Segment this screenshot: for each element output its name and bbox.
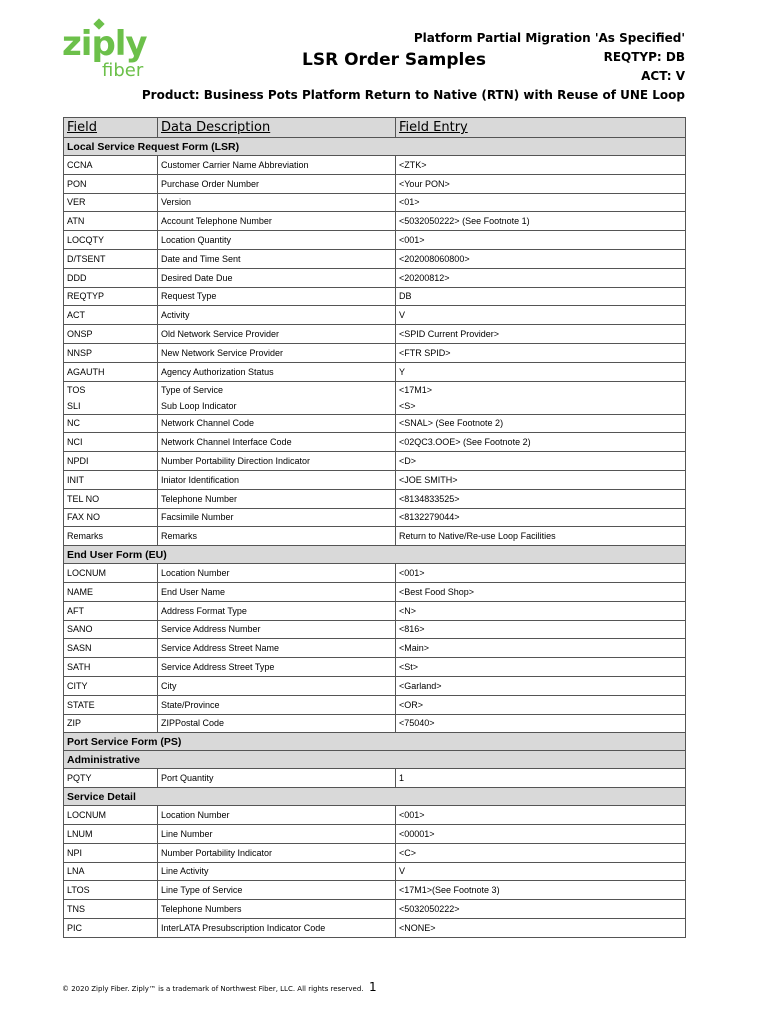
description-cell: Type of Service Sub Loop Indicator <box>158 381 396 414</box>
field-cell: NPDI <box>64 452 158 471</box>
table-row <box>64 193 686 212</box>
description-cell: Line Type of Service <box>158 881 396 900</box>
field-cell: LOCQTY <box>64 231 158 250</box>
description-cell: Version <box>158 193 396 212</box>
section-administrative <box>64 751 686 769</box>
entry-cell: <00001> <box>396 824 686 843</box>
description-cell: InterLATA Presubscription Indicator Code <box>158 918 396 937</box>
table-row <box>64 414 686 433</box>
table-row <box>64 843 686 862</box>
field-cell: STATE <box>64 695 158 714</box>
column-header-description: Data Description <box>158 118 396 138</box>
description-cell: Telephone Number <box>158 489 396 508</box>
table-row <box>64 639 686 658</box>
description-cell: Service Address Number <box>158 620 396 639</box>
page-number: 1 <box>369 980 377 994</box>
entry-cell: <ZTK> <box>396 156 686 175</box>
section-title: Local Service Request Form (LSR) <box>64 138 686 156</box>
table-row <box>64 695 686 714</box>
field-cell: VER <box>64 193 158 212</box>
field-cell: ZIP <box>64 714 158 733</box>
section-eu <box>64 546 686 564</box>
description-cell: Iniator Identification <box>158 470 396 489</box>
table-row <box>64 287 686 306</box>
footer-copyright: © 2020 Ziply Fiber. Ziply™ is a trademark of Northwest Fiber, LLC. All rights reserved. <box>62 985 364 993</box>
field-cell: NAME <box>64 582 158 601</box>
table-row <box>64 900 686 919</box>
field-cell: NCI <box>64 433 158 452</box>
field-cell: ONSP <box>64 325 158 344</box>
table-row <box>64 306 686 325</box>
entry-cell: <Main> <box>396 639 686 658</box>
table-row <box>64 249 686 268</box>
description-cell: Request Type <box>158 287 396 306</box>
description-cell: Port Quantity <box>158 769 396 788</box>
reqtyp-label: REQTYP: DB <box>603 50 685 64</box>
field-cell: LNUM <box>64 824 158 843</box>
table-row <box>64 362 686 381</box>
description-cell: Network Channel Code <box>158 414 396 433</box>
field-cell: PON <box>64 174 158 193</box>
description-cell: Remarks <box>158 527 396 546</box>
table-row <box>64 527 686 546</box>
logo-tagline: fiber <box>102 60 144 81</box>
description-cell: Telephone Numbers <box>158 900 396 919</box>
field-cell: DDD <box>64 268 158 287</box>
table-row <box>64 174 686 193</box>
entry-cell: <OR> <box>396 695 686 714</box>
entry-cell: <01> <box>396 193 686 212</box>
entry-cell: V <box>396 306 686 325</box>
field-cell: SATH <box>64 658 158 677</box>
column-header-entry: Field Entry <box>396 118 686 138</box>
entry-cell: <Best Food Shop> <box>396 582 686 601</box>
section-title: Administrative <box>64 751 686 769</box>
entry-cell: <5032050222> (See Footnote 1) <box>396 212 686 231</box>
entry-cell: <001> <box>396 564 686 583</box>
section-lsr <box>64 138 686 156</box>
description-cell: Location Number <box>158 806 396 825</box>
entry-cell: <17M1> <S> <box>396 381 686 414</box>
description-cell: Purchase Order Number <box>158 174 396 193</box>
description-cell: Line Number <box>158 824 396 843</box>
field-cell: NC <box>64 414 158 433</box>
description-cell: City <box>158 676 396 695</box>
entry-cell: <8132279044> <box>396 508 686 527</box>
logo-wordmark: ziply <box>62 24 147 64</box>
field-cell: NNSP <box>64 343 158 362</box>
table-row <box>64 582 686 601</box>
entry-cell: <JOE SMITH> <box>396 470 686 489</box>
table-row-tos-sli <box>64 381 686 414</box>
description-cell: Address Format Type <box>158 601 396 620</box>
field-cell: TOS SLI <box>64 381 158 414</box>
description-cell: Desired Date Due <box>158 268 396 287</box>
field-cell: CITY <box>64 676 158 695</box>
entry-cell: Return to Native/Re-use Loop Facilities <box>396 527 686 546</box>
field-cell: NPI <box>64 843 158 862</box>
field-cell: D/TSENT <box>64 249 158 268</box>
table-row <box>64 881 686 900</box>
description-cell: Old Network Service Provider <box>158 325 396 344</box>
table-row <box>64 564 686 583</box>
field-cell: TNS <box>64 900 158 919</box>
section-ps <box>64 733 686 751</box>
table-row <box>64 433 686 452</box>
description-cell: Agency Authorization Status <box>158 362 396 381</box>
table-row <box>64 470 686 489</box>
table-row <box>64 676 686 695</box>
description-cell: Service Address Street Type <box>158 658 396 677</box>
description-cell: ZIPPostal Code <box>158 714 396 733</box>
entry-cell: <001> <box>396 231 686 250</box>
field-cell: AFT <box>64 601 158 620</box>
table-row <box>64 268 686 287</box>
table-row <box>64 806 686 825</box>
entry-cell: <NONE> <box>396 918 686 937</box>
description-cell: Date and Time Sent <box>158 249 396 268</box>
table-row <box>64 325 686 344</box>
description-cell: Location Number <box>158 564 396 583</box>
table-row <box>64 156 686 175</box>
description-cell: End User Name <box>158 582 396 601</box>
table-row <box>64 601 686 620</box>
description-cell: Account Telephone Number <box>158 212 396 231</box>
entry-cell: <D> <box>396 452 686 471</box>
table-row <box>64 452 686 471</box>
product-description: Product: Business Pots Platform Return to Native (RTN) with Reuse of UNE Loop <box>141 88 685 102</box>
table-row <box>64 343 686 362</box>
lsr-order-table <box>63 117 686 938</box>
entry-cell: <17M1>(See Footnote 3) <box>396 881 686 900</box>
field-cell: LOCNUM <box>64 564 158 583</box>
field-cell: LOCNUM <box>64 806 158 825</box>
section-title: Service Detail <box>64 788 686 806</box>
page-title: LSR Order Samples <box>302 50 486 70</box>
entry-cell: <FTR SPID> <box>396 343 686 362</box>
field-cell: PQTY <box>64 769 158 788</box>
entry-cell: <75040> <box>396 714 686 733</box>
field-cell: LTOS <box>64 881 158 900</box>
entry-cell: DB <box>396 287 686 306</box>
description-cell: State/Province <box>158 695 396 714</box>
entry-cell: <5032050222> <box>396 900 686 919</box>
section-service-detail <box>64 788 686 806</box>
entry-cell: <Your PON> <box>396 174 686 193</box>
entry-cell: Y <box>396 362 686 381</box>
entry-cell: <C> <box>396 843 686 862</box>
field-cell: TEL NO <box>64 489 158 508</box>
field-cell: ACT <box>64 306 158 325</box>
migration-type: Platform Partial Migration 'As Specified' <box>413 31 685 45</box>
table-row <box>64 508 686 527</box>
table-row <box>64 918 686 937</box>
ziply-fiber-logo <box>62 20 152 82</box>
description-cell: Network Channel Interface Code <box>158 433 396 452</box>
field-cell: PIC <box>64 918 158 937</box>
entry-cell: V <box>396 862 686 881</box>
entry-cell: <N> <box>396 601 686 620</box>
field-cell: AGAUTH <box>64 362 158 381</box>
act-label: ACT: V <box>641 69 685 83</box>
table-row <box>64 489 686 508</box>
section-title: Port Service Form (PS) <box>64 733 686 751</box>
table-row <box>64 212 686 231</box>
column-header-field: Field <box>64 118 158 138</box>
entry-cell: <Garland> <box>396 676 686 695</box>
description-cell: Facsimile Number <box>158 508 396 527</box>
field-cell: LNA <box>64 862 158 881</box>
entry-cell: <St> <box>396 658 686 677</box>
table-row <box>64 231 686 250</box>
field-cell: Remarks <box>64 527 158 546</box>
entry-cell: <001> <box>396 806 686 825</box>
table-row <box>64 769 686 788</box>
column-header-row <box>64 118 686 138</box>
field-cell: FAX NO <box>64 508 158 527</box>
field-cell: CCNA <box>64 156 158 175</box>
description-cell: New Network Service Provider <box>158 343 396 362</box>
description-cell: Activity <box>158 306 396 325</box>
field-cell: INIT <box>64 470 158 489</box>
field-cell: ATN <box>64 212 158 231</box>
field-cell: SANO <box>64 620 158 639</box>
field-cell: SASN <box>64 639 158 658</box>
description-cell: Customer Carrier Name Abbreviation <box>158 156 396 175</box>
description-cell: Number Portability Direction Indicator <box>158 452 396 471</box>
entry-cell: <SNAL> (See Footnote 2) <box>396 414 686 433</box>
section-title: End User Form (EU) <box>64 546 686 564</box>
table-row <box>64 620 686 639</box>
table-row <box>64 658 686 677</box>
table-row <box>64 824 686 843</box>
entry-cell: <02QC3.OOE> (See Footnote 2) <box>396 433 686 452</box>
field-cell: REQTYP <box>64 287 158 306</box>
description-cell: Line Activity <box>158 862 396 881</box>
table-row <box>64 862 686 881</box>
entry-cell: <8134833525> <box>396 489 686 508</box>
entry-cell: <816> <box>396 620 686 639</box>
entry-cell: <202008060800> <box>396 249 686 268</box>
description-cell: Service Address Street Name <box>158 639 396 658</box>
description-cell: Number Portability Indicator <box>158 843 396 862</box>
entry-cell: <20200812> <box>396 268 686 287</box>
description-cell: Location Quantity <box>158 231 396 250</box>
entry-cell: <SPID Current Provider> <box>396 325 686 344</box>
entry-cell: 1 <box>396 769 686 788</box>
table-row <box>64 714 686 733</box>
